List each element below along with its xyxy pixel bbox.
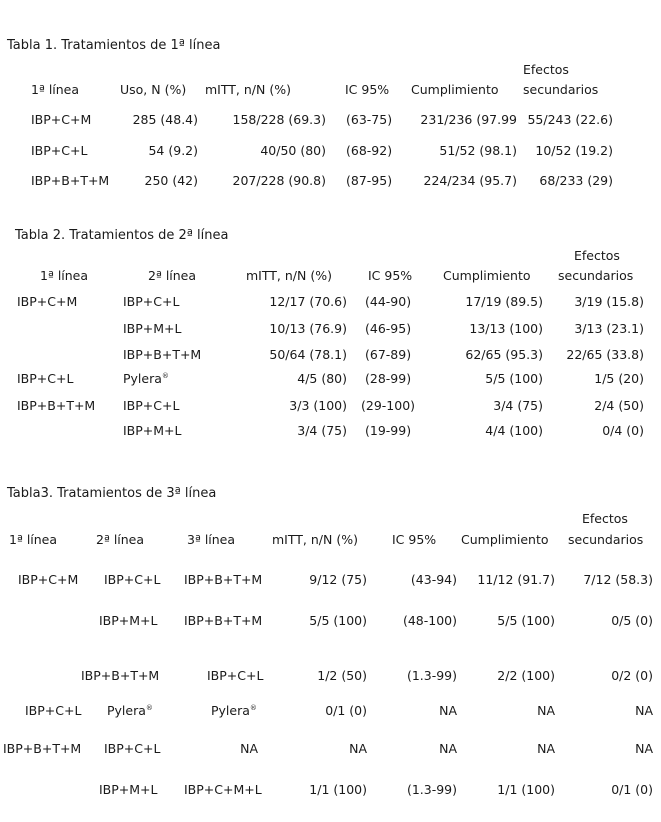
table3-cell-mitt: 5/5 (100) [309,613,367,628]
table3-cell-linea2: Pylera® [107,703,153,718]
table1-cell-cumplimiento: 231/236 (97.99 [420,112,517,127]
table1-header-uso: Uso, N (%) [120,82,187,97]
table1-cell-efectos: 55/243 (22.6) [527,112,613,127]
table3-cell-linea2: IBP+M+L [99,613,158,628]
table2-cell-cumplimiento: 3/4 (75) [493,398,543,413]
table2-header-secundarios: secundarios [558,268,634,283]
table2-cell-linea2: IBP+C+L [123,398,180,413]
table3-cell-efectos: 7/12 (58.3) [583,572,653,587]
table2-cell-mitt: 3/4 (75) [297,423,347,438]
table3-cell-cumplimiento: 11/12 (91.7) [477,572,555,587]
table1-cell-ic: (87-95) [346,173,393,188]
table3-cell-mitt: 9/12 (75) [309,572,367,587]
table3-cell-linea3: IBP+C+M+L [184,782,262,797]
table1-cell-mitt: 40/50 (80) [260,143,326,158]
table3-cell-cumplimiento: 1/1 (100) [497,782,555,797]
table1-header-mitt: mITT, n/N (%) [205,82,291,97]
table3-cell-linea3: IBP+B+T+M [184,613,263,628]
table2-header-linea1: 1ª línea [40,268,89,283]
table2-header-linea2: 2ª línea [148,268,197,283]
registered-mark: ® [145,703,153,712]
table1-cell-linea: IBP+B+T+M [31,173,110,188]
table3-cell-mitt: 1/1 (100) [309,782,367,797]
table2-cell-linea1: IBP+B+T+M [17,398,96,413]
table2-cell-efectos: 2/4 (50) [594,398,644,413]
table2-cell-cumplimiento: 17/19 (89.5) [465,294,543,309]
table3-header-mitt: mITT, n/N (%) [272,532,358,547]
table3-cell-linea2: IBP+C+L [104,572,161,587]
table1-cell-uso: 54 (9.2) [148,143,198,158]
table3-cell-ic: (1.3-99) [406,782,457,797]
table3-cell-efectos: 0/1 (0) [611,782,653,797]
table2-cell-ic: (67-89) [365,347,412,362]
table1-cell-linea: IBP+C+L [31,143,88,158]
table3-cell-efectos: NA [635,741,653,756]
table3-cell-linea3: Pylera® [211,703,257,718]
table2-cell-mitt: 10/13 (76.9) [269,321,347,336]
table2-cell-mitt: 3/3 (100) [289,398,347,413]
table3-cell-linea1: IBP+C+L [25,703,82,718]
table1-cell-uso: 250 (42) [144,173,198,188]
table2-cell-efectos: 3/19 (15.8) [574,294,644,309]
table1-cell-ic: (63-75) [346,112,393,127]
table3-cell-efectos: NA [635,703,653,718]
table3-header-ic: IC 95% [392,532,437,547]
table2-title: Tabla 2. Tratamientos de 2ª línea [15,228,229,243]
table3-cell-efectos: 0/5 (0) [611,613,653,628]
table1-header-efectos: Efectos [523,62,569,77]
table1-cell-ic: (68-92) [346,143,393,158]
table3-cell-cumplimiento: 5/5 (100) [497,613,555,628]
table2-cell-ic: (19-99) [365,423,412,438]
table3-cell-cumplimiento: NA [537,703,555,718]
table1-cell-cumplimiento: 51/52 (98.1) [439,143,517,158]
table3-cell-linea3: NA [240,741,258,756]
registered-mark: ® [161,371,169,380]
table3-cell-mitt: NA [349,741,367,756]
table2-cell-efectos: 3/13 (23.1) [574,321,644,336]
table1-cell-mitt: 158/228 (69.3) [232,112,326,127]
table3-header-linea1: 1ª línea [9,532,58,547]
table2-cell-efectos: 1/5 (20) [594,371,644,386]
table2-header-mitt: mITT, n/N (%) [246,268,332,283]
table2-cell-ic: (29-100) [361,398,416,413]
table1-cell-efectos: 68/233 (29) [539,173,613,188]
table3-cell-linea2: IBP+B+T+M [81,668,160,683]
table3-cell-linea2: IBP+M+L [99,782,158,797]
table2-cell-cumplimiento: 13/13 (100) [469,321,543,336]
table1-cell-efectos: 10/52 (19.2) [535,143,613,158]
table2-cell-ic: (28-99) [365,371,412,386]
table2-cell-ic: (46-95) [365,321,412,336]
table3-header-linea2: 2ª línea [96,532,145,547]
table1-header-linea: 1ª línea [31,82,80,97]
table1-header-secundarios: secundarios [523,82,599,97]
table2-cell-cumplimiento: 5/5 (100) [485,371,543,386]
table2-cell-mitt: 50/64 (78.1) [269,347,347,362]
table1-cell-mitt: 207/228 (90.8) [232,173,326,188]
table3-cell-mitt: 1/2 (50) [317,668,367,683]
table2-cell-linea1: IBP+C+M [17,294,78,309]
table1-cell-uso: 285 (48.4) [132,112,198,127]
table3-cell-ic: (1.3-99) [406,668,457,683]
table3-cell-ic: (48-100) [402,613,457,628]
table3-cell-ic: NA [439,741,457,756]
table2-cell-linea1: IBP+C+L [17,371,74,386]
table2-cell-linea2: IBP+M+L [123,321,182,336]
table3-title: Tabla3. Tratamientos de 3ª línea [7,486,217,501]
table3-header-secundarios: secundarios [568,532,644,547]
table3-cell-cumplimiento: 2/2 (100) [497,668,555,683]
table2-cell-efectos: 0/4 (0) [602,423,644,438]
table3-cell-efectos: 0/2 (0) [611,668,653,683]
table3-header-cumplimiento: Cumplimiento [461,532,549,547]
table2-cell-cumplimiento: 4/4 (100) [485,423,543,438]
table2-cell-mitt: 4/5 (80) [297,371,347,386]
registered-mark: ® [249,703,257,712]
table2-header-efectos: Efectos [574,248,620,263]
table3-header-efectos: Efectos [582,511,628,526]
table3-cell-linea3: IBP+B+T+M [184,572,263,587]
table3-cell-linea3: IBP+C+L [207,668,264,683]
table2-cell-linea2: IBP+B+T+M [123,347,202,362]
table2-cell-linea2: IBP+M+L [123,423,182,438]
table2-cell-efectos: 22/65 (33.8) [566,347,644,362]
table3-cell-linea1: IBP+B+T+M [3,741,82,756]
table3-cell-ic: NA [439,703,457,718]
table1-cell-linea: IBP+C+M [31,112,92,127]
table2-cell-linea2: IBP+C+L [123,294,180,309]
table2-cell-linea2: Pylera® [123,371,169,386]
table2-cell-ic: (44-90) [365,294,412,309]
table3-cell-ic: (43-94) [410,572,457,587]
table2-header-ic: IC 95% [368,268,413,283]
table2-cell-mitt: 12/17 (70.6) [269,294,347,309]
table2-cell-cumplimiento: 62/65 (95.3) [465,347,543,362]
table1-header-cumplimiento: Cumplimiento [411,82,499,97]
table1-title: Tabla 1. Tratamientos de 1ª línea [7,38,221,53]
table3-header-linea3: 3ª línea [187,532,236,547]
table1-cell-cumplimiento: 224/234 (95.7) [423,173,517,188]
table1-header-ic: IC 95% [345,82,390,97]
table3-cell-linea1: IBP+C+M [18,572,79,587]
table3-cell-cumplimiento: NA [537,741,555,756]
table3-cell-linea2: IBP+C+L [104,741,161,756]
table2-header-cumplimiento: Cumplimiento [443,268,531,283]
table3-cell-mitt: 0/1 (0) [325,703,367,718]
